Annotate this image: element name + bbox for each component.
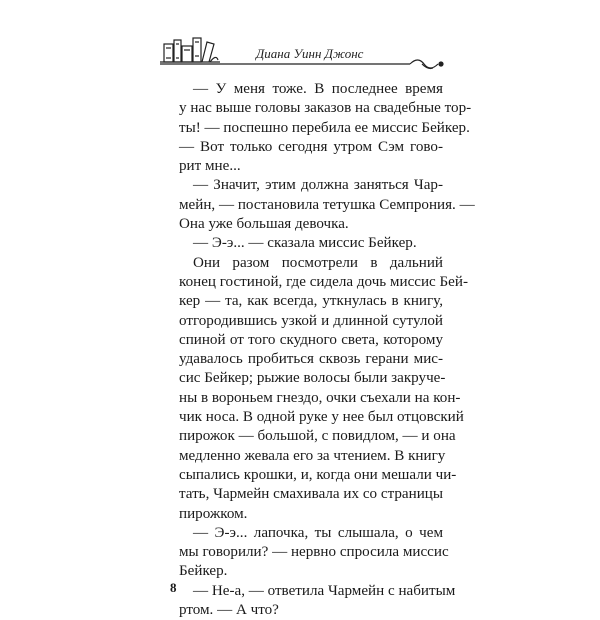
text-line: мы говорили? — нервно спросила миссис: [179, 544, 449, 561]
text-line: у нас выше головы заказов на свадебные тор-: [179, 100, 472, 117]
text-line: конец гостиной, где сидела дочь миссис Бей-: [179, 273, 468, 290]
text-line: — Не-а, — ответила Чармейн с набитым: [193, 582, 456, 599]
text-line: — У меня тоже. В последнее время: [193, 81, 443, 97]
author-name: Диана Уинн Джонс: [256, 46, 364, 61]
page-number: 8: [170, 580, 177, 595]
text-line: сис Бейкер; рыжие волосы были закруче-: [179, 370, 446, 387]
text-line: — Вот только сегодня утром Сэм гово-: [179, 138, 443, 155]
paragraph: [165, 582, 456, 620]
paragraph: [165, 80, 472, 176]
text-line: мейн, — постановила тетушка Семпрония. —: [179, 196, 475, 213]
text-line: чик носа. В одной руке у нее был отцовский: [179, 409, 464, 426]
text-line: — Значит, этим должна заняться Чар-: [193, 177, 443, 194]
paragraph: [165, 234, 443, 253]
text-line: спиной от того скудного света, которому: [179, 331, 443, 348]
paragraph: [165, 254, 468, 524]
text-line: Она уже большая девочка.: [179, 216, 349, 233]
body-text: [165, 80, 475, 620]
header-rule: [160, 34, 445, 82]
text-line: пирожком.: [179, 505, 248, 522]
text-line: ртом. — А что?: [179, 602, 279, 619]
text-line: отгородившись узкой и длинной сутулой: [179, 312, 443, 329]
paragraph: [165, 176, 475, 234]
running-header: [160, 34, 445, 82]
text-line: пирожок — большой, с повидлом, — и она: [179, 428, 456, 445]
text-line: тать, Чармейн смахивала их со страницы: [179, 486, 443, 503]
text-line: — Э-э... — сказала миссис Бейкер.: [193, 235, 417, 252]
text-line: — Э-э... лапочка, ты слышала, о чем: [193, 524, 443, 541]
text-line: Они разом посмотрели в дальний: [193, 254, 443, 271]
text-line: Бейкер.: [179, 563, 228, 580]
text-line: ты! — поспешно перебила ее миссис Бейкер.: [179, 119, 470, 136]
text-line: сыпались крошки, и, когда они мешали чи-: [179, 466, 457, 483]
text-line: кер — та, как всегда, уткнулась в книгу,: [179, 293, 443, 310]
text-line: ны в вороньем гнездо, очки съехали на кон-: [179, 389, 461, 406]
text-line: рит мне...: [179, 158, 241, 175]
paragraph: [165, 524, 449, 582]
text-line: медленно жевала его за чтением. В книгу: [179, 447, 446, 464]
text-line: удавалось пробиться сквозь герани мис-: [179, 351, 443, 368]
